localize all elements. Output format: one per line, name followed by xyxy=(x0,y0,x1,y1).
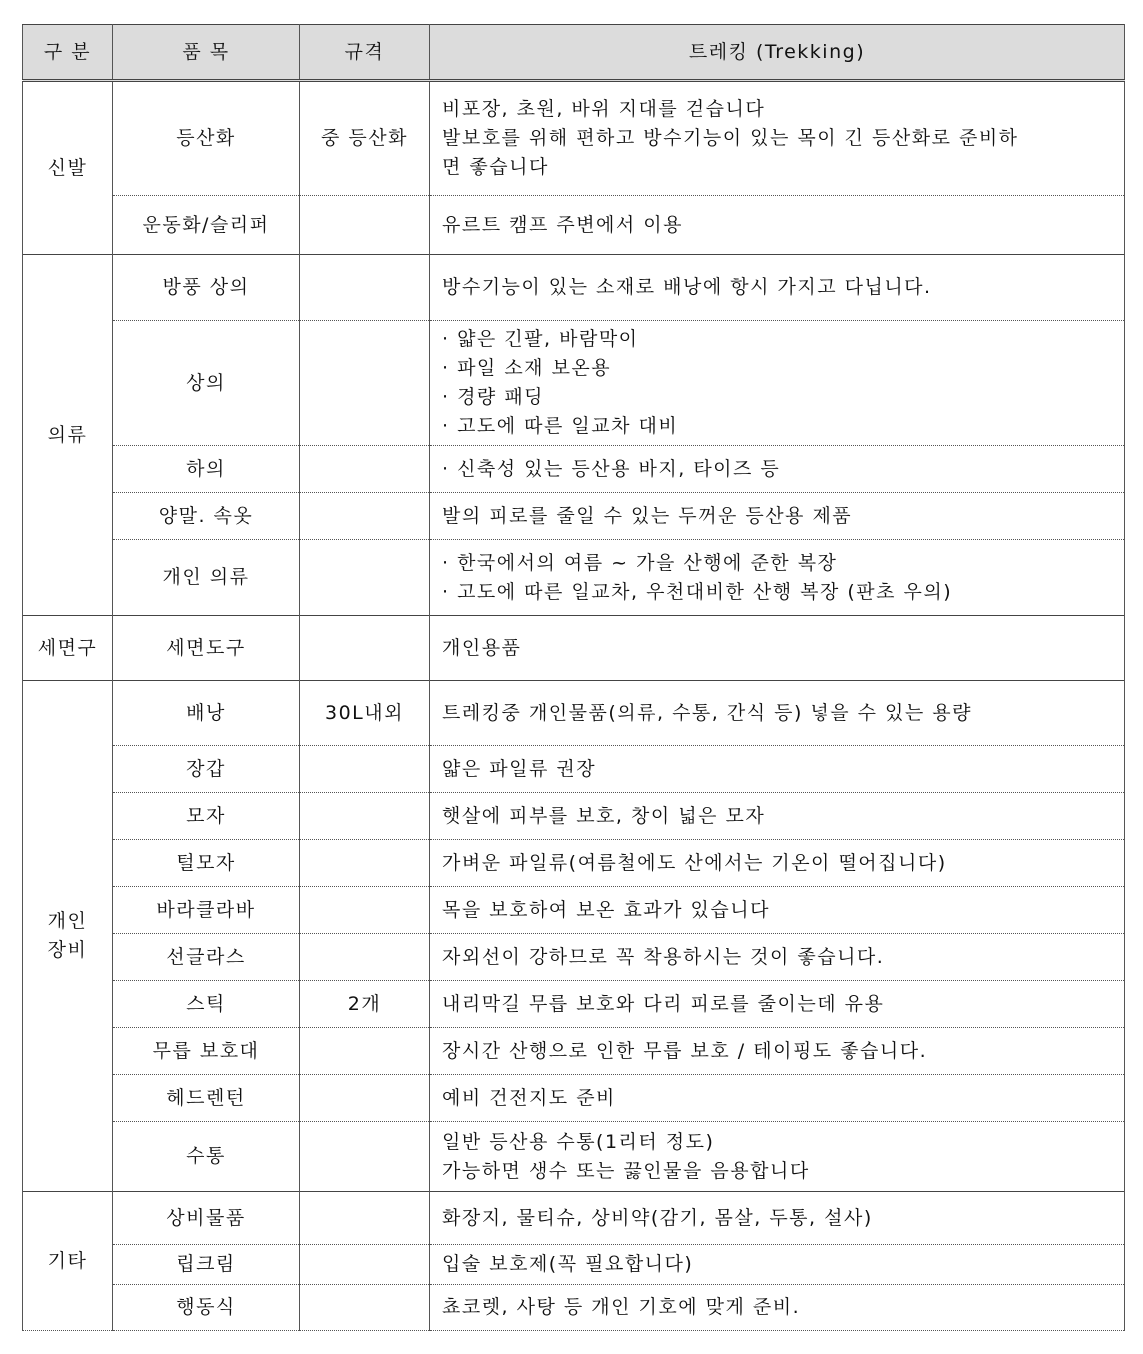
category-gear-line: 장비 xyxy=(47,939,88,961)
desc-cell xyxy=(430,1028,1125,1075)
header-item: 품 목 xyxy=(113,25,300,81)
category-toiletries: 세면구 xyxy=(23,616,113,681)
table-row xyxy=(23,681,1125,746)
desc-line: · 한국에서의 여름 ~ 가을 산행에 준한 복장 xyxy=(442,551,838,574)
trekking-gear-table xyxy=(22,24,1125,1331)
desc-line: 햇살에 피부를 보호, 창이 넓은 모자 xyxy=(442,804,766,827)
desc-cell xyxy=(430,746,1125,793)
item-cell: 상비물품 xyxy=(113,1192,300,1245)
desc-line: 쵸코렛, 사탕 등 개인 기호에 맞게 준비. xyxy=(442,1296,801,1318)
item-cell: 하의 xyxy=(113,446,300,493)
table-row xyxy=(23,196,1125,255)
table-row xyxy=(23,493,1125,540)
desc-line: 가능하면 생수 또는 끓인물을 음용합니다 xyxy=(442,1159,810,1182)
table-row xyxy=(23,840,1125,887)
item-cell: 장갑 xyxy=(113,746,300,793)
table-row xyxy=(23,1122,1125,1192)
spec-cell xyxy=(300,934,430,981)
spec-cell xyxy=(300,887,430,934)
category-shoes: 신발 xyxy=(23,81,113,255)
desc-line: 장시간 산행으로 인한 무릅 보호 / 테이핑도 좋습니다. xyxy=(442,1039,928,1062)
desc-line: 가벼운 파일류(여름철에도 산에서는 기온이 떨어집니다) xyxy=(442,851,947,874)
desc-line: 방수기능이 있는 소재로 배낭에 항시 가지고 다닙니다. xyxy=(442,276,932,298)
item-cell: 배낭 xyxy=(113,681,300,746)
header-spec: 규격 xyxy=(300,25,430,81)
table-row xyxy=(23,1075,1125,1122)
item-cell: 털모자 xyxy=(113,840,300,887)
desc-line: 유르트 캠프 주변에서 이용 xyxy=(442,213,684,236)
spec-cell xyxy=(300,1285,430,1331)
desc-line: 트레킹중 개인물품(의류, 수통, 간식 등) 넣을 수 있는 용량 xyxy=(442,701,973,724)
desc-line: 얇은 파일류 권장 xyxy=(442,757,597,780)
desc-cell xyxy=(430,196,1125,255)
spec-cell xyxy=(300,321,430,446)
desc-cell xyxy=(430,255,1125,321)
item-cell: 선글라스 xyxy=(113,934,300,981)
desc-line: 자외선이 강하므로 꼭 착용하시는 것이 좋습니다. xyxy=(442,945,885,968)
item-cell: 개인 의류 xyxy=(113,540,300,616)
item-cell: 바라클라바 xyxy=(113,887,300,934)
spec-cell xyxy=(300,1192,430,1245)
desc-line: 비포장, 초원, 바위 지대를 걷습니다 xyxy=(442,98,766,120)
desc-cell xyxy=(430,321,1125,446)
desc-line: · 얇은 긴팔, 바람막이 xyxy=(442,328,639,350)
desc-cell xyxy=(430,493,1125,540)
table-row xyxy=(23,446,1125,493)
spec-cell: 2개 xyxy=(300,981,430,1028)
table-row xyxy=(23,81,1125,196)
item-cell: 방풍 상의 xyxy=(113,255,300,321)
desc-cell xyxy=(430,887,1125,934)
desc-cell xyxy=(430,793,1125,840)
table-row xyxy=(23,934,1125,981)
table-row xyxy=(23,887,1125,934)
spec-cell xyxy=(300,1245,430,1285)
desc-line: 입술 보호제(꼭 필요합니다) xyxy=(442,1253,694,1275)
spec-cell xyxy=(300,196,430,255)
desc-line: 내리막길 무릅 보호와 다리 피로를 줄이는데 유용 xyxy=(442,992,885,1015)
spec-cell xyxy=(300,255,430,321)
spec-cell: 30L내외 xyxy=(300,681,430,746)
header-category: 구 분 xyxy=(23,25,113,81)
item-cell: 립크림 xyxy=(113,1245,300,1285)
item-cell: 헤드렌턴 xyxy=(113,1075,300,1122)
table-row xyxy=(23,1028,1125,1075)
spec-cell xyxy=(300,840,430,887)
item-cell: 상의 xyxy=(113,321,300,446)
spec-cell xyxy=(300,446,430,493)
desc-line: 면 좋습니다 xyxy=(442,156,549,178)
desc-line: · 고도에 따른 일교차 대비 xyxy=(442,415,679,437)
desc-cell xyxy=(430,840,1125,887)
desc-line: 화장지, 물티슈, 상비약(감기, 몸살, 두통, 설사) xyxy=(442,1206,873,1229)
table-row xyxy=(23,1192,1125,1245)
desc-line: 개인용품 xyxy=(442,636,522,659)
desc-cell xyxy=(430,446,1125,493)
spec-cell xyxy=(300,1122,430,1192)
spec-cell xyxy=(300,493,430,540)
desc-line: 목을 보호하여 보온 효과가 있습니다 xyxy=(442,898,770,921)
spec-cell xyxy=(300,1028,430,1075)
desc-cell xyxy=(430,1245,1125,1285)
table-row xyxy=(23,321,1125,446)
table-row xyxy=(23,255,1125,321)
category-clothing: 의류 xyxy=(23,255,113,616)
desc-line: 발보호를 위해 편하고 방수기능이 있는 목이 긴 등산화로 준비하 xyxy=(442,127,1019,149)
table-row xyxy=(23,1245,1125,1285)
desc-cell xyxy=(430,681,1125,746)
header-trekking: 트레킹 (Trekking) xyxy=(430,25,1125,81)
item-cell: 스틱 xyxy=(113,981,300,1028)
desc-cell xyxy=(430,934,1125,981)
category-gear xyxy=(23,681,113,1192)
item-cell: 세면도구 xyxy=(113,616,300,681)
desc-line: · 신축성 있는 등산용 바지, 타이즈 등 xyxy=(442,457,781,480)
category-gear-line: 개인 xyxy=(47,910,88,932)
table-row xyxy=(23,616,1125,681)
desc-line: 예비 건전지도 준비 xyxy=(442,1086,616,1109)
desc-cell xyxy=(430,540,1125,616)
desc-line: 일반 등산용 수통(1리터 정도) xyxy=(442,1130,715,1153)
table-row xyxy=(23,793,1125,840)
desc-cell xyxy=(430,81,1125,196)
desc-cell xyxy=(430,1285,1125,1331)
header-row xyxy=(23,25,1125,81)
desc-cell xyxy=(430,981,1125,1028)
spec-cell: 중 등산화 xyxy=(300,81,430,196)
item-cell: 양말. 속옷 xyxy=(113,493,300,540)
spec-cell xyxy=(300,540,430,616)
spec-cell xyxy=(300,793,430,840)
category-etc: 기타 xyxy=(23,1192,113,1331)
spec-cell xyxy=(300,616,430,681)
item-cell: 모자 xyxy=(113,793,300,840)
desc-line: · 고도에 따른 일교차, 우천대비한 산행 복장 (판초 우의) xyxy=(442,580,953,603)
table-row xyxy=(23,1285,1125,1331)
item-cell: 무릅 보호대 xyxy=(113,1028,300,1075)
desc-line: · 경량 패딩 xyxy=(442,386,545,408)
spec-cell xyxy=(300,1075,430,1122)
desc-cell xyxy=(430,1075,1125,1122)
table-row xyxy=(23,981,1125,1028)
item-cell: 수통 xyxy=(113,1122,300,1192)
spec-cell xyxy=(300,746,430,793)
desc-line: 발의 피로를 줄일 수 있는 두꺼운 등산용 제품 xyxy=(442,504,853,527)
desc-cell xyxy=(430,1192,1125,1245)
item-cell: 행동식 xyxy=(113,1285,300,1331)
table-row xyxy=(23,540,1125,616)
item-cell: 등산화 xyxy=(113,81,300,196)
desc-line: · 파일 소재 보온용 xyxy=(442,357,612,379)
table-row xyxy=(23,746,1125,793)
desc-cell xyxy=(430,1122,1125,1192)
item-cell: 운동화/슬리퍼 xyxy=(113,196,300,255)
desc-cell xyxy=(430,616,1125,681)
